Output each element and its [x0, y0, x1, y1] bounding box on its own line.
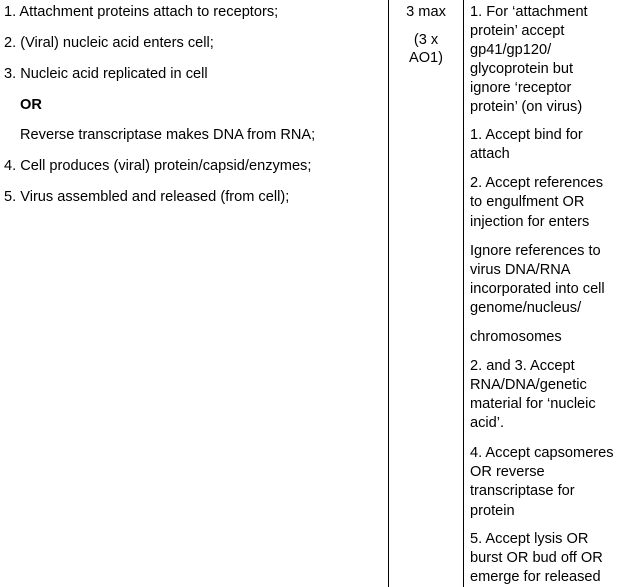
answer-point-1: 1. Attachment proteins attach to receptors; [4, 4, 279, 20]
answer-point-5: 5. Virus assembled and released (from cell); [4, 189, 290, 205]
marks-ao-line2: AO1) [408, 50, 444, 66]
column-divider-right [463, 0, 464, 587]
answer-point-2: 2. (Viral) nucleic acid enters cell; [4, 35, 214, 51]
marks-max: 3 max [406, 4, 446, 20]
marks-ao-line1: (3 x [413, 32, 439, 48]
column-divider-left [388, 0, 389, 587]
answer-point-3-alt: Reverse transcriptase makes DNA from RNA; [20, 127, 316, 143]
answer-point-3: 3. Nucleic acid replicated in cell [4, 66, 208, 82]
answer-point-4: 4. Cell produces (viral) protein/capsid/enzymes; [4, 158, 312, 174]
answer-or: OR [20, 97, 42, 113]
